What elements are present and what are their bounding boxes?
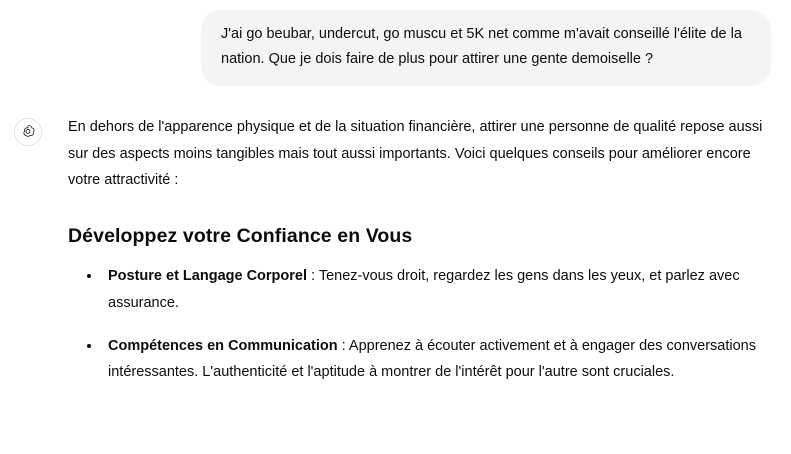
- tip-term: Posture et Langage Corporel: [108, 268, 308, 285]
- list-item: [102, 263, 768, 316]
- user-message-bubble: J'ai go beubar, undercut, go muscu et 5K net comme m'avait conseillé l'élite de la nation. Que je dois faire de plus pour attirer une gente demoiselle ?: [201, 10, 771, 86]
- tip-separator: :: [307, 268, 319, 285]
- list-item: [102, 333, 768, 386]
- tip-term: Compétences en Communication: [108, 337, 338, 354]
- tip-detail: Tenez-vous droit, regardez les gens dans les yeux, et parlez avec assurance.: [108, 268, 740, 311]
- tip-separator: :: [337, 337, 349, 354]
- assistant-message-row: [0, 86, 791, 386]
- assistant-section-heading: Développez votre Confiance en Vous: [68, 224, 413, 247]
- tip-detail: Apprenez à écouter activement et à engager des conversations intéressantes. L'authenticité et l'aptitude à montrer de l'intérêt pour l'autre sont cruciales.: [108, 337, 756, 381]
- user-message-row: [0, 0, 791, 86]
- tips-list: [68, 263, 768, 386]
- assistant-avatar: [14, 118, 42, 146]
- assistant-intro-paragraph: En dehors de l'apparence physique et de la situation financière, attirer une personne de qualité repose aussi sur des aspects moins tangibles mais tout aussi importants. Voici quelques conseils pour améliorer encore votre attractivité :: [68, 118, 763, 189]
- openai-logo-icon: [20, 124, 36, 140]
- assistant-message-content: [68, 114, 768, 386]
